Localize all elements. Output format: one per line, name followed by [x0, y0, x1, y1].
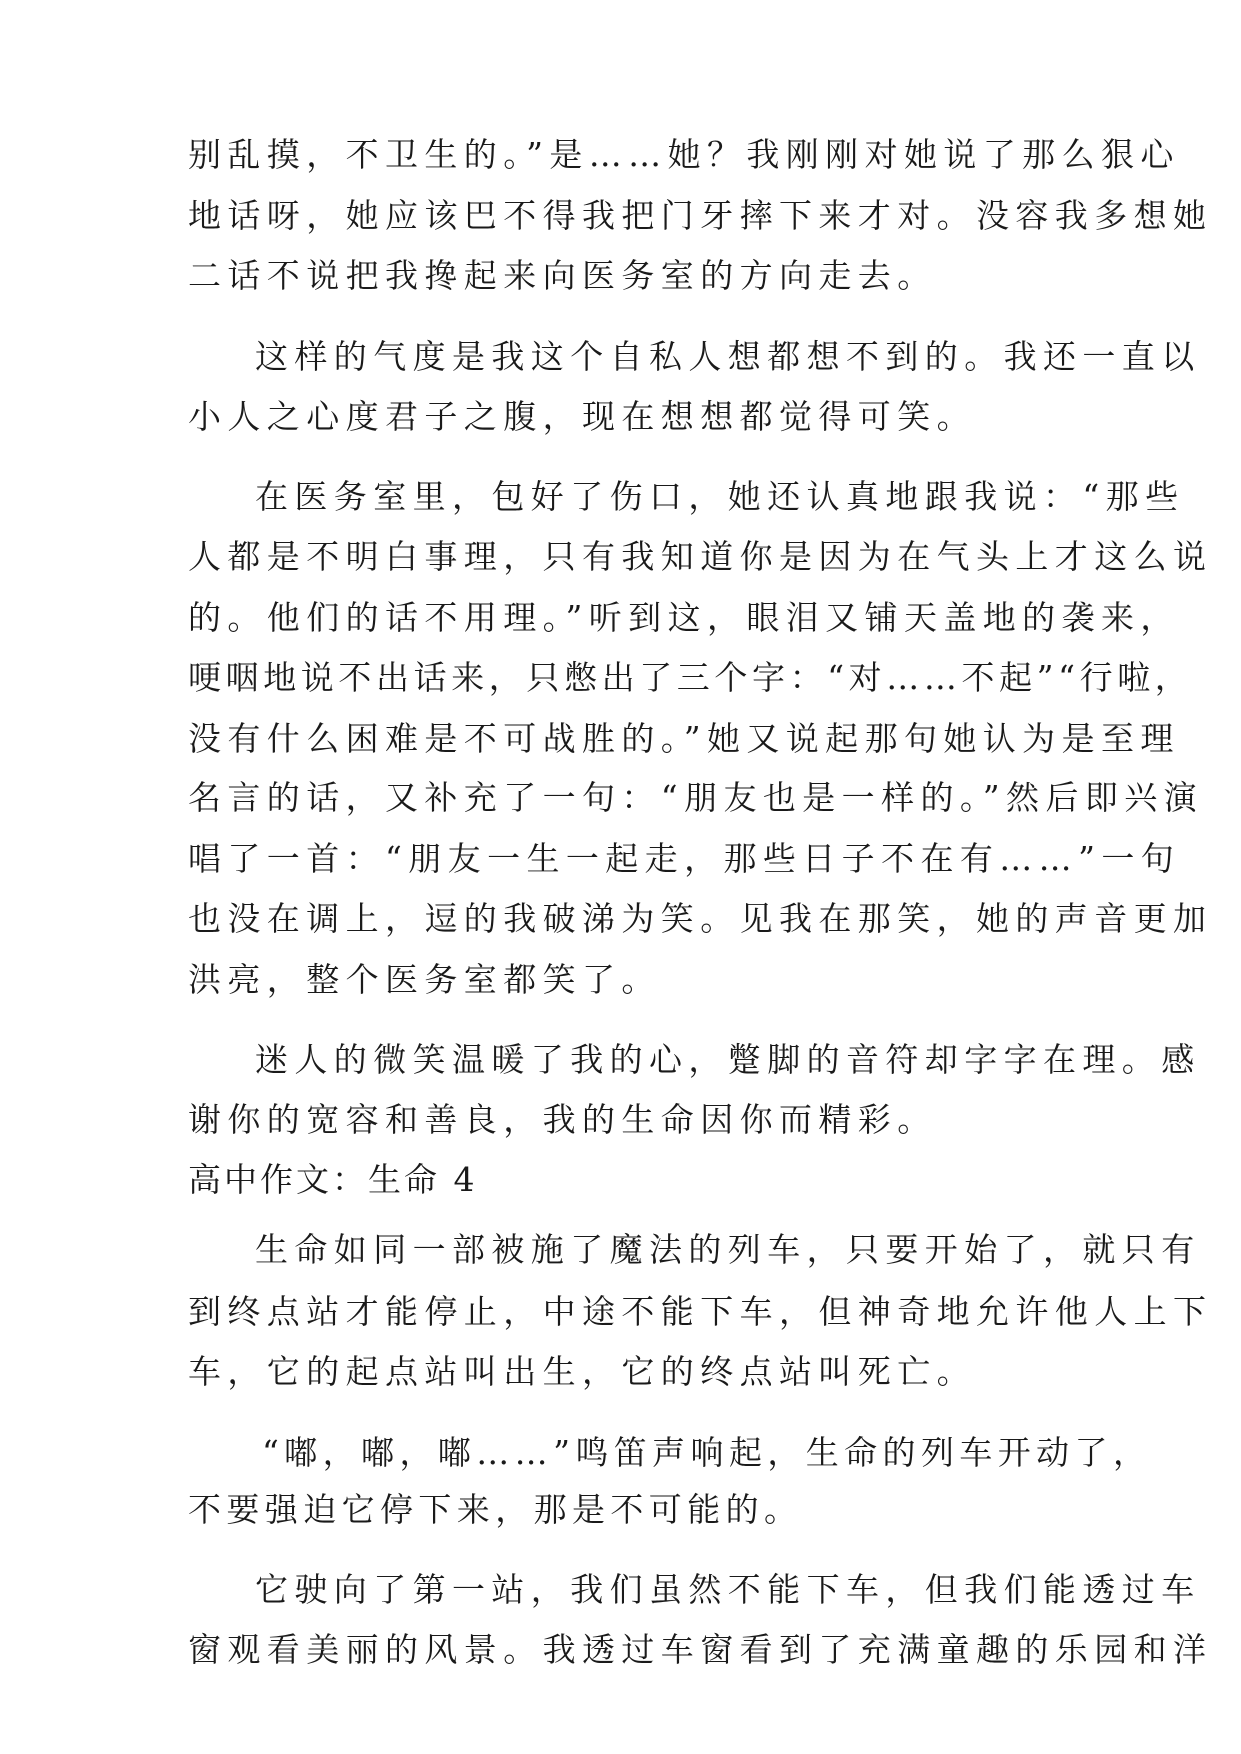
line-text: 哽咽地说不出话来，只憋出了三个字：“对……不起”“行啦， — [188, 658, 1193, 697]
text-line — [0, 889, 1241, 949]
line-text: 到终点站才能停止，中途不能下车，但神奇地允许他人上下 — [188, 1292, 1213, 1331]
line-text: 迷人的微笑温暖了我的心，蹩脚的音符却字字在理。感 — [255, 1040, 1201, 1079]
line-text: 没有什么困难是不可战胜的。”她又说起那句她认为是至理 — [188, 719, 1180, 758]
text-line — [0, 467, 1241, 527]
text-line — [0, 1342, 1241, 1402]
line-text: 不要强迫它停下来，那是不可能的。 — [188, 1490, 803, 1529]
line-text: 它驶向了第一站，我们虽然不能下车，但我们能透过车 — [255, 1570, 1201, 1609]
line-text: 谢你的宽容和善良，我的生命因你而精彩。 — [188, 1100, 937, 1139]
line-text: 也没在调上，逗的我破涕为笑。见我在那笑，她的声音更加 — [188, 899, 1213, 938]
text-line — [0, 1480, 1241, 1540]
line-text: 名言的话，又补充了一句：“朋友也是一样的。”然后即兴演 — [188, 778, 1204, 817]
text-line — [0, 327, 1241, 387]
line-text: 窗观看美丽的风景。我透过车窗看到了充满童趣的乐园和洋 — [188, 1630, 1213, 1669]
line-text: 生命如同一部被施了魔法的列车，只要开始了，就只有 — [255, 1230, 1201, 1269]
text-line — [0, 1220, 1241, 1280]
line-text: 别乱摸，不卫生的。”是……她？我刚刚对她说了那么狠心 — [188, 135, 1180, 174]
text-line — [0, 768, 1241, 828]
text-line — [0, 1090, 1241, 1150]
line-text: 地话呀，她应该巴不得我把门牙摔下来才对。没容我多想她 — [188, 196, 1213, 235]
section-heading-text: 高中作文：生命 4 — [188, 1160, 478, 1199]
text-line — [0, 1620, 1241, 1680]
text-line — [0, 125, 1241, 185]
line-text: 二话不说把我搀起来向医务室的方向走去。 — [188, 256, 937, 295]
text-line — [0, 186, 1241, 246]
text-line — [0, 1423, 1241, 1483]
line-text: 洪亮，整个医务室都笑了。 — [188, 960, 661, 999]
text-line — [0, 1560, 1241, 1620]
text-line — [0, 588, 1241, 648]
line-text: 的。他们的话不用理。”听到这，眼泪又铺天盖地的袭来， — [188, 598, 1180, 637]
line-text: 在医务室里，包好了伤口，她还认真地跟我说：“那些 — [255, 477, 1185, 516]
text-line — [0, 648, 1241, 708]
text-line — [0, 829, 1241, 889]
text-line — [0, 950, 1241, 1010]
line-text: 人都是不明白事理，只有我知道你是因为在气头上才这么说 — [188, 537, 1213, 576]
text-line — [0, 387, 1241, 447]
line-text: 小人之心度君子之腹，现在想想都觉得可笑。 — [188, 397, 976, 436]
line-text: 车，它的起点站叫出生，它的终点站叫死亡。 — [188, 1352, 976, 1391]
line-text: 唱了一首：“朋友一生一起走，那些日子不在有……”一句 — [188, 839, 1181, 878]
text-line — [0, 709, 1241, 769]
line-text: 这样的气度是我这个自私人想都想不到的。我还一直以 — [255, 337, 1201, 376]
line-text: “嘟，嘟，嘟……”鸣笛声响起，生命的列车开动了， — [262, 1433, 1152, 1472]
section-heading — [0, 1150, 1241, 1210]
text-line — [0, 246, 1241, 306]
text-line — [0, 1030, 1241, 1090]
text-line — [0, 1282, 1241, 1342]
text-line — [0, 527, 1241, 587]
